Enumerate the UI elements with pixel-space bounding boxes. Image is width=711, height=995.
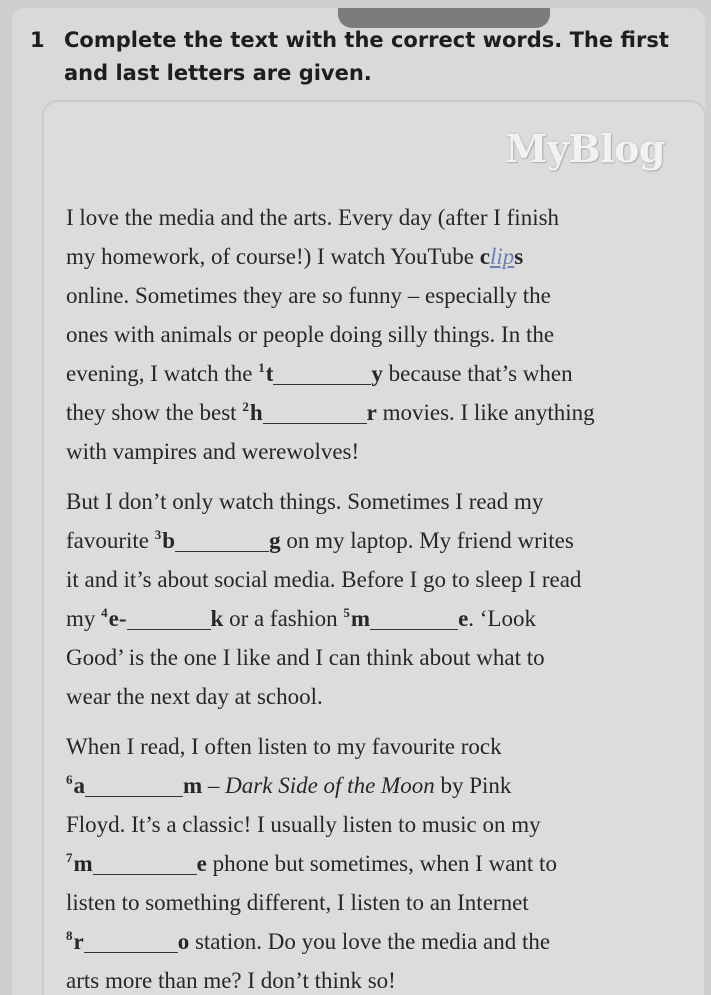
instruction-line-2: and last letters are given. [64,61,372,85]
text-line: evening, I watch the $^1$t y because that’s when [66,360,573,386]
gap-6-blank[interactable] [85,772,183,797]
text-line: they show the best $^2$h r movies. I like anything [66,399,595,425]
example-answer: lip [489,244,515,269]
text-line: Floyd. It’s a classic! I usually listen to music on my [66,812,541,837]
gap-8-blank[interactable] [84,928,178,953]
gap-first-letter: h [249,400,263,425]
blog-logo: MyBlog [505,126,665,171]
gap-number: 3 [154,527,162,542]
gap-2-blank[interactable] [263,399,367,424]
text-line: wear the next day at school. [66,684,323,709]
exercise-number: 1 [30,28,45,52]
gap-last-letter: m [183,773,203,798]
gap-number: 6 [66,772,73,787]
gap-last-letter: e [458,606,469,631]
gap-last-letter: y [371,361,383,386]
album-title: Dark Side of the Moon [225,773,435,798]
text-line: Good’ is the one I like and I can think about what to [66,645,545,670]
text-line: my $^4$e- k or a fashion $^5$m e. ‘Look [66,605,536,631]
text-line: online. Sometimes they are so funny – especially the [66,283,551,308]
gap-3-blank[interactable] [175,527,269,552]
paragraph-gap [66,471,686,482]
gap-last-letter: o [177,929,190,954]
gap-last-letter: e [196,851,207,876]
gap-number: 2 [242,399,249,414]
text-line: listen to something different, I listen to an Internet [66,890,529,915]
gap-last-letter: r [366,400,377,425]
gap-number: 4 [101,605,108,620]
gap-first-letter: m [73,851,93,876]
gap-number: 5 [343,605,350,620]
blog-text [66,198,686,995]
gap-first-letter: b [162,528,176,553]
instruction-line-1: Complete the text with the correct words. The first [64,28,669,52]
text-line: it and it’s about social media. Before I go to sleep I read [66,567,582,592]
gap-first-letter: c [479,244,490,269]
text-line: with vampires and werewolves! [66,439,360,464]
exercise-heading [30,24,700,90]
gap-first-letter: r [73,929,84,954]
gap-first-letter: a [73,773,85,798]
gap-4-blank[interactable] [127,605,211,630]
paragraph-gap [66,716,686,727]
text-line: my homework, of course!) I watch YouTube clips [66,244,524,269]
text-line: $^6$a m – Dark Side of the Moon by Pink [66,772,512,798]
text-line: arts more than me? I don’t think so! [66,968,396,993]
gap-last-letter: g [269,528,281,553]
gap-last-letter: k [210,606,224,631]
gap-1-blank[interactable] [273,360,371,385]
text-line: When I read, I often listen to my favourite rock [66,734,502,759]
gap-first-letter: t [265,361,274,386]
gap-number: 7 [66,850,73,865]
gap-first-letter: e- [108,606,127,631]
text-line: favourite $^3$b g on my laptop. My friend writes [66,527,574,553]
gap-number: 8 [66,928,73,943]
gap-5-blank[interactable] [370,605,458,630]
text-line: I love the media and the arts. Every day (after I finish [66,205,560,230]
gap-7-blank[interactable] [93,850,197,875]
text-line: ones with animals or people doing silly things. In the [66,322,555,347]
text-line: $^8$r o station. Do you love the media and the [66,928,551,954]
gap-number: 1 [258,360,265,375]
worksheet-photo [12,8,705,995]
text-line: $^7$m e phone but sometimes, when I want to [66,850,557,876]
gap-first-letter: m [350,606,371,631]
gap-last-letter: s [514,244,524,269]
text-line: But I don’t only watch things. Sometimes I read my [66,489,544,514]
